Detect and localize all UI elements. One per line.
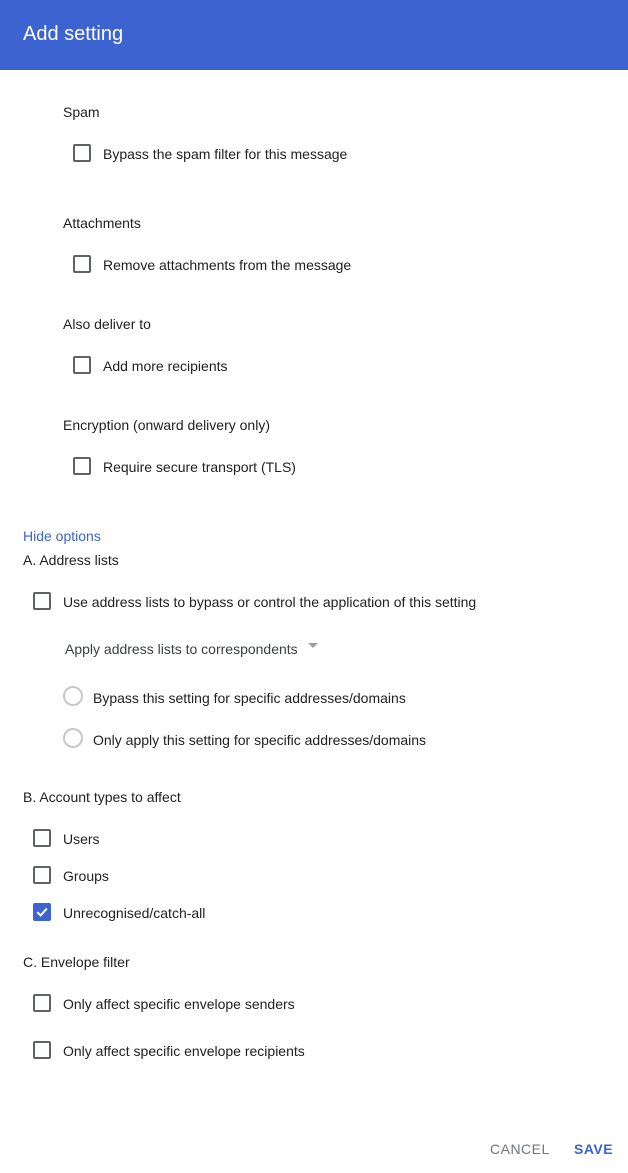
- remove-attachments-checkbox[interactable]: [73, 255, 91, 273]
- account-types-heading: B. Account types to affect: [23, 789, 181, 805]
- groups-label[interactable]: Groups: [63, 868, 109, 884]
- users-checkbox[interactable]: [33, 829, 51, 847]
- checkmark-icon: [35, 905, 49, 919]
- require-tls-label[interactable]: Require secure transport (TLS): [103, 459, 296, 475]
- save-button[interactable]: SAVE: [574, 1141, 614, 1157]
- only-apply-specific-label[interactable]: Only apply this setting for specific addresses/domains: [93, 732, 427, 748]
- bypass-specific-label[interactable]: Bypass this setting for specific addresses/domains: [93, 690, 406, 706]
- dialog-header: [0, 0, 628, 70]
- add-recipients-label[interactable]: Add more recipients: [103, 358, 228, 374]
- bypass-spam-label[interactable]: Bypass the spam filter for this message: [103, 146, 348, 162]
- unrecognised-checkbox[interactable]: [33, 903, 51, 921]
- dialog-title: Add setting: [23, 23, 124, 45]
- hide-options-link[interactable]: Hide options: [23, 528, 101, 544]
- require-tls-checkbox[interactable]: [73, 457, 91, 475]
- remove-attachments-label[interactable]: Remove attachments from the message: [103, 257, 352, 273]
- unrecognised-label[interactable]: Unrecognised/catch-all: [63, 905, 206, 921]
- bypass-spam-checkbox[interactable]: [73, 144, 91, 162]
- chevron-down-icon[interactable]: [308, 643, 318, 648]
- users-label[interactable]: Users: [63, 831, 100, 847]
- envelope-filter-heading: C. Envelope filter: [23, 954, 130, 970]
- envelope-senders-label[interactable]: Only affect specific envelope senders: [63, 996, 295, 1012]
- groups-checkbox[interactable]: [33, 866, 51, 884]
- address-lists-heading: A. Address lists: [23, 552, 119, 568]
- use-address-lists-checkbox[interactable]: [33, 592, 51, 610]
- apply-address-lists-dropdown[interactable]: Apply address lists to correspondents: [65, 641, 298, 657]
- spam-heading: Spam: [63, 104, 100, 120]
- attachments-heading: Attachments: [63, 215, 141, 231]
- only-apply-specific-radio[interactable]: [63, 728, 83, 748]
- envelope-recipients-label[interactable]: Only affect specific envelope recipients: [63, 1043, 305, 1059]
- also-deliver-heading: Also deliver to: [63, 316, 151, 332]
- bypass-specific-radio[interactable]: [63, 686, 83, 706]
- envelope-recipients-checkbox[interactable]: [33, 1041, 51, 1059]
- add-recipients-checkbox[interactable]: [73, 356, 91, 374]
- use-address-lists-label[interactable]: Use address lists to bypass or control the application of this setting: [63, 594, 477, 610]
- envelope-senders-checkbox[interactable]: [33, 994, 51, 1012]
- encryption-heading: Encryption (onward delivery only): [63, 417, 270, 433]
- cancel-button[interactable]: CANCEL: [490, 1141, 550, 1157]
